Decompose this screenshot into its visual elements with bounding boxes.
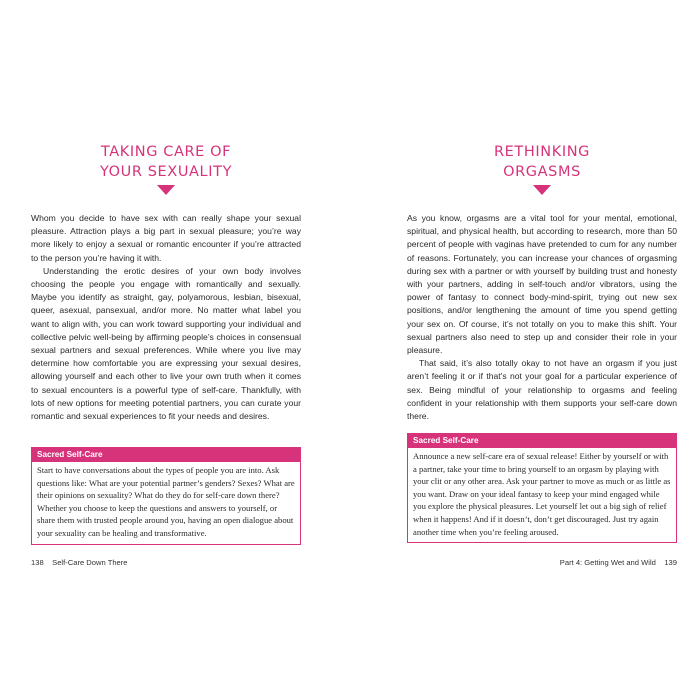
right-paragraph-2: That said, it’s also totally okay to not have an orgasm if you just aren’t feeling it or if that’s not your goal for a particular experience of sex. Being mindful of your relationship to orgasms and feeling confident in your relationship with them supports your self-care down there.: [407, 358, 677, 422]
left-title-line2: YOUR SEXUALITY: [99, 164, 233, 180]
right-page-number: 139: [664, 558, 677, 567]
right-running-head: Part 4: Getting Wet and Wild: [559, 558, 656, 567]
left-footer: [31, 558, 128, 567]
left-section-title: [31, 142, 301, 182]
triangle-down-icon: [533, 185, 551, 195]
left-sidebar-box: [31, 447, 301, 545]
right-sidebar-box: [407, 433, 677, 543]
right-box-heading: Sacred Self-Care: [408, 434, 676, 448]
left-running-head: Self-Care Down There: [52, 558, 128, 567]
left-box-text: Start to have conversations about the types of people you are into. Ask questions like: What are your potential partner’s genders? Sexes? What are their opinions on sexuality? What do they do for self-care down there? Whether you choose to keep the questions and answers to yourself, or share them with trusted people around you, having an open dialogue about your sexuality can be healing and transformative.: [37, 465, 295, 538]
left-page-number: 138: [31, 558, 44, 567]
right-box-text: Announce a new self-care era of sexual release! Either by yourself or with a partner, take your time to bring yourself to an orgasm by playing with your clit or any other area. Ask your partner to move as much or as little as you want. Draw on your ideal fantasy to keep your mind engaged while you explore the physical pleasures. Let yourself let out a big sigh of relief when it happens! And if it doesn’t, don’t get discouraged. Just try again another time when you’re feeling aroused.: [413, 451, 671, 537]
left-box-heading: Sacred Self-Care: [32, 448, 300, 462]
right-body-text: [407, 212, 677, 423]
right-title-line2: ORGASMS: [503, 164, 581, 180]
right-title-line1: RETHINKING: [494, 144, 590, 160]
right-section-title: [407, 142, 677, 182]
right-paragraph-1: As you know, orgasms are a vital tool for your mental, emotional, spiritual, and physical health, but according to research, more than 50 percent of people with vaginas have pretended to cum for any number of reasons. Fortunately, you can increase your chances of orgasming during sex with a partner or with yourself by building trust and honesty with your partners, adding in self-touch and/or vibrators, using the power of fantasy to connect body-mind-spirit, trying out new sex positions, and/or lengthening the amount of time you spend getting your sex on. Of course, it’s not totally on you to make this shift. Your sexual partners also need to step up and consider their role in your pleasure.: [407, 213, 677, 356]
left-paragraph-1: Whom you decide to have sex with can really shape your sexual pleasure. Attraction plays a big part in sexual pleasure; you’re way more likely to enjoy a sexual or romantic encounter if you’re attracted to the person you’re having it with.: [31, 213, 301, 263]
left-paragraph-2: Understanding the erotic desires of your own body involves choosing the people you engage with romantically and sexually. Maybe you identify as straight, gay, polyamorous, lesbian, bisexual, queer, asexual, pansexual, and/or more. No matter what label you want to align with, you can work toward supporting your individual and collective pelvic well-being by affirming people’s choices in consensual sexual partners and sexual preferences. While where you live may determine how comfortable you are expressing your sexual desires, allowing yourself and each other to live your own truth when it comes to sexual encounters is a powerful type of self-care. Thankfully, with lots of new options for meeting potential partners, you can curate your romantic and sexual experiences to fit your needs and desires.: [31, 265, 301, 422]
left-body-text: [31, 212, 301, 423]
triangle-down-icon: [157, 185, 175, 195]
left-title-line1: TAKING CARE OF: [100, 144, 232, 160]
right-footer: [560, 558, 677, 567]
